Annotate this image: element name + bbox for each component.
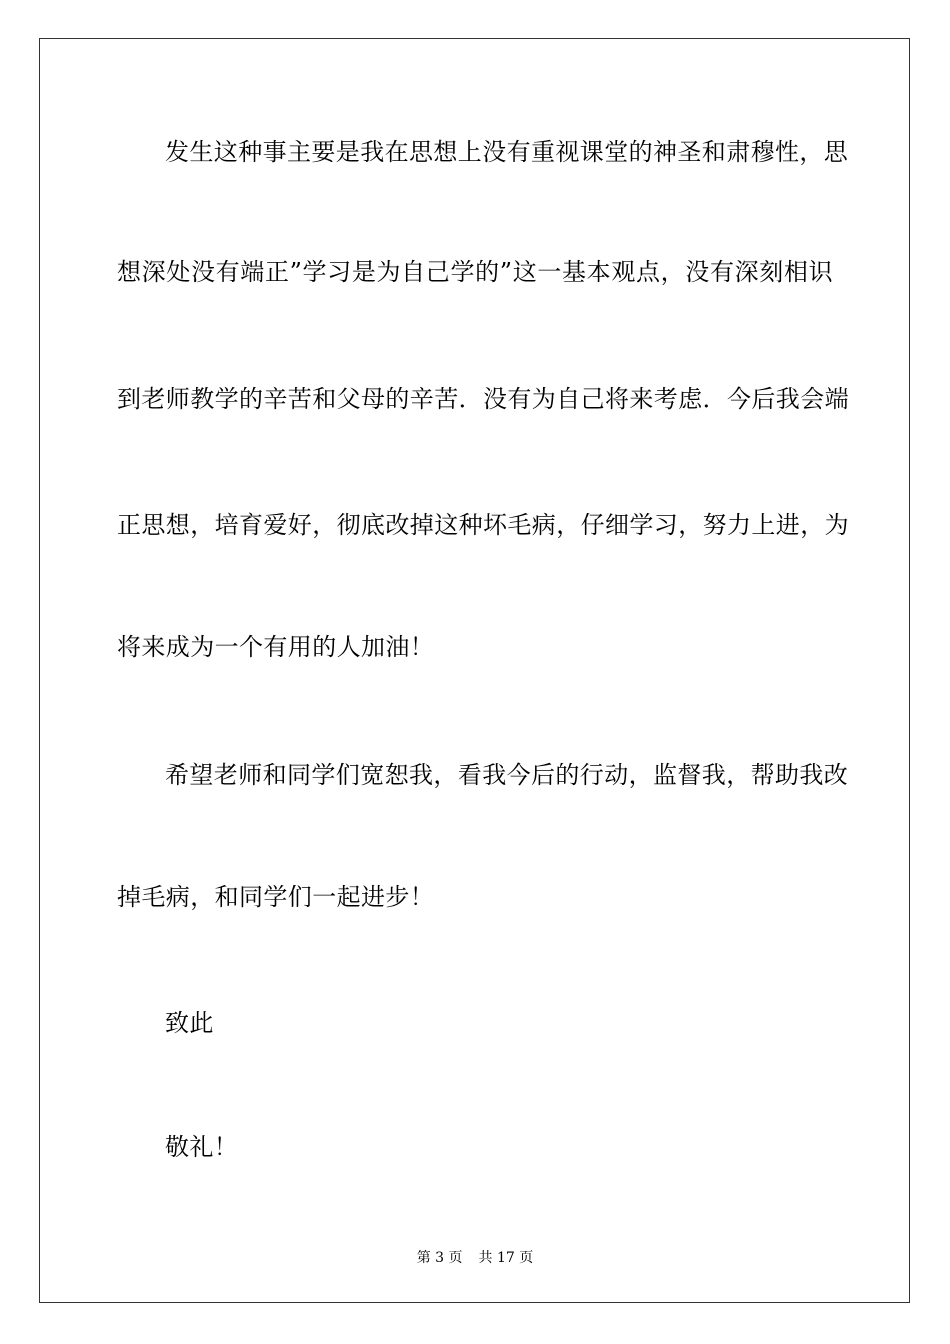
paragraph-1-line-4: 正思想，培育爱好，彻底改掉这种坏毛病，仔细学习，努力上进，为 <box>117 511 849 539</box>
closing-phrase: 致此 <box>165 1009 214 1037</box>
paragraph-2-line-1: 希望老师和同学们宽恕我，看我今后的行动，监督我，帮助我改 <box>165 761 849 789</box>
paragraph-1-line-1: 发生这种事主要是我在思想上没有重视课堂的神圣和肃穆性，思 <box>165 138 849 166</box>
page-footer <box>0 1249 950 1267</box>
page-number: 第 3 页 <box>416 1250 463 1266</box>
salutation: 敬礼！ <box>165 1133 239 1161</box>
page-total: 共 17 页 <box>478 1250 534 1266</box>
paragraph-1-line-3: 到老师教学的辛苦和父母的辛苦．没有为自己将来考虑．今后我会端 <box>117 385 849 413</box>
paragraph-1-line-2: 想深处没有端正”学习是为自己学的”这一基本观点，没有深刻相识 <box>117 258 833 286</box>
page-border <box>39 38 910 1303</box>
paragraph-1-line-5: 将来成为一个有用的人加油！ <box>117 633 435 661</box>
paragraph-2-line-2: 掉毛病，和同学们一起进步！ <box>117 883 435 911</box>
